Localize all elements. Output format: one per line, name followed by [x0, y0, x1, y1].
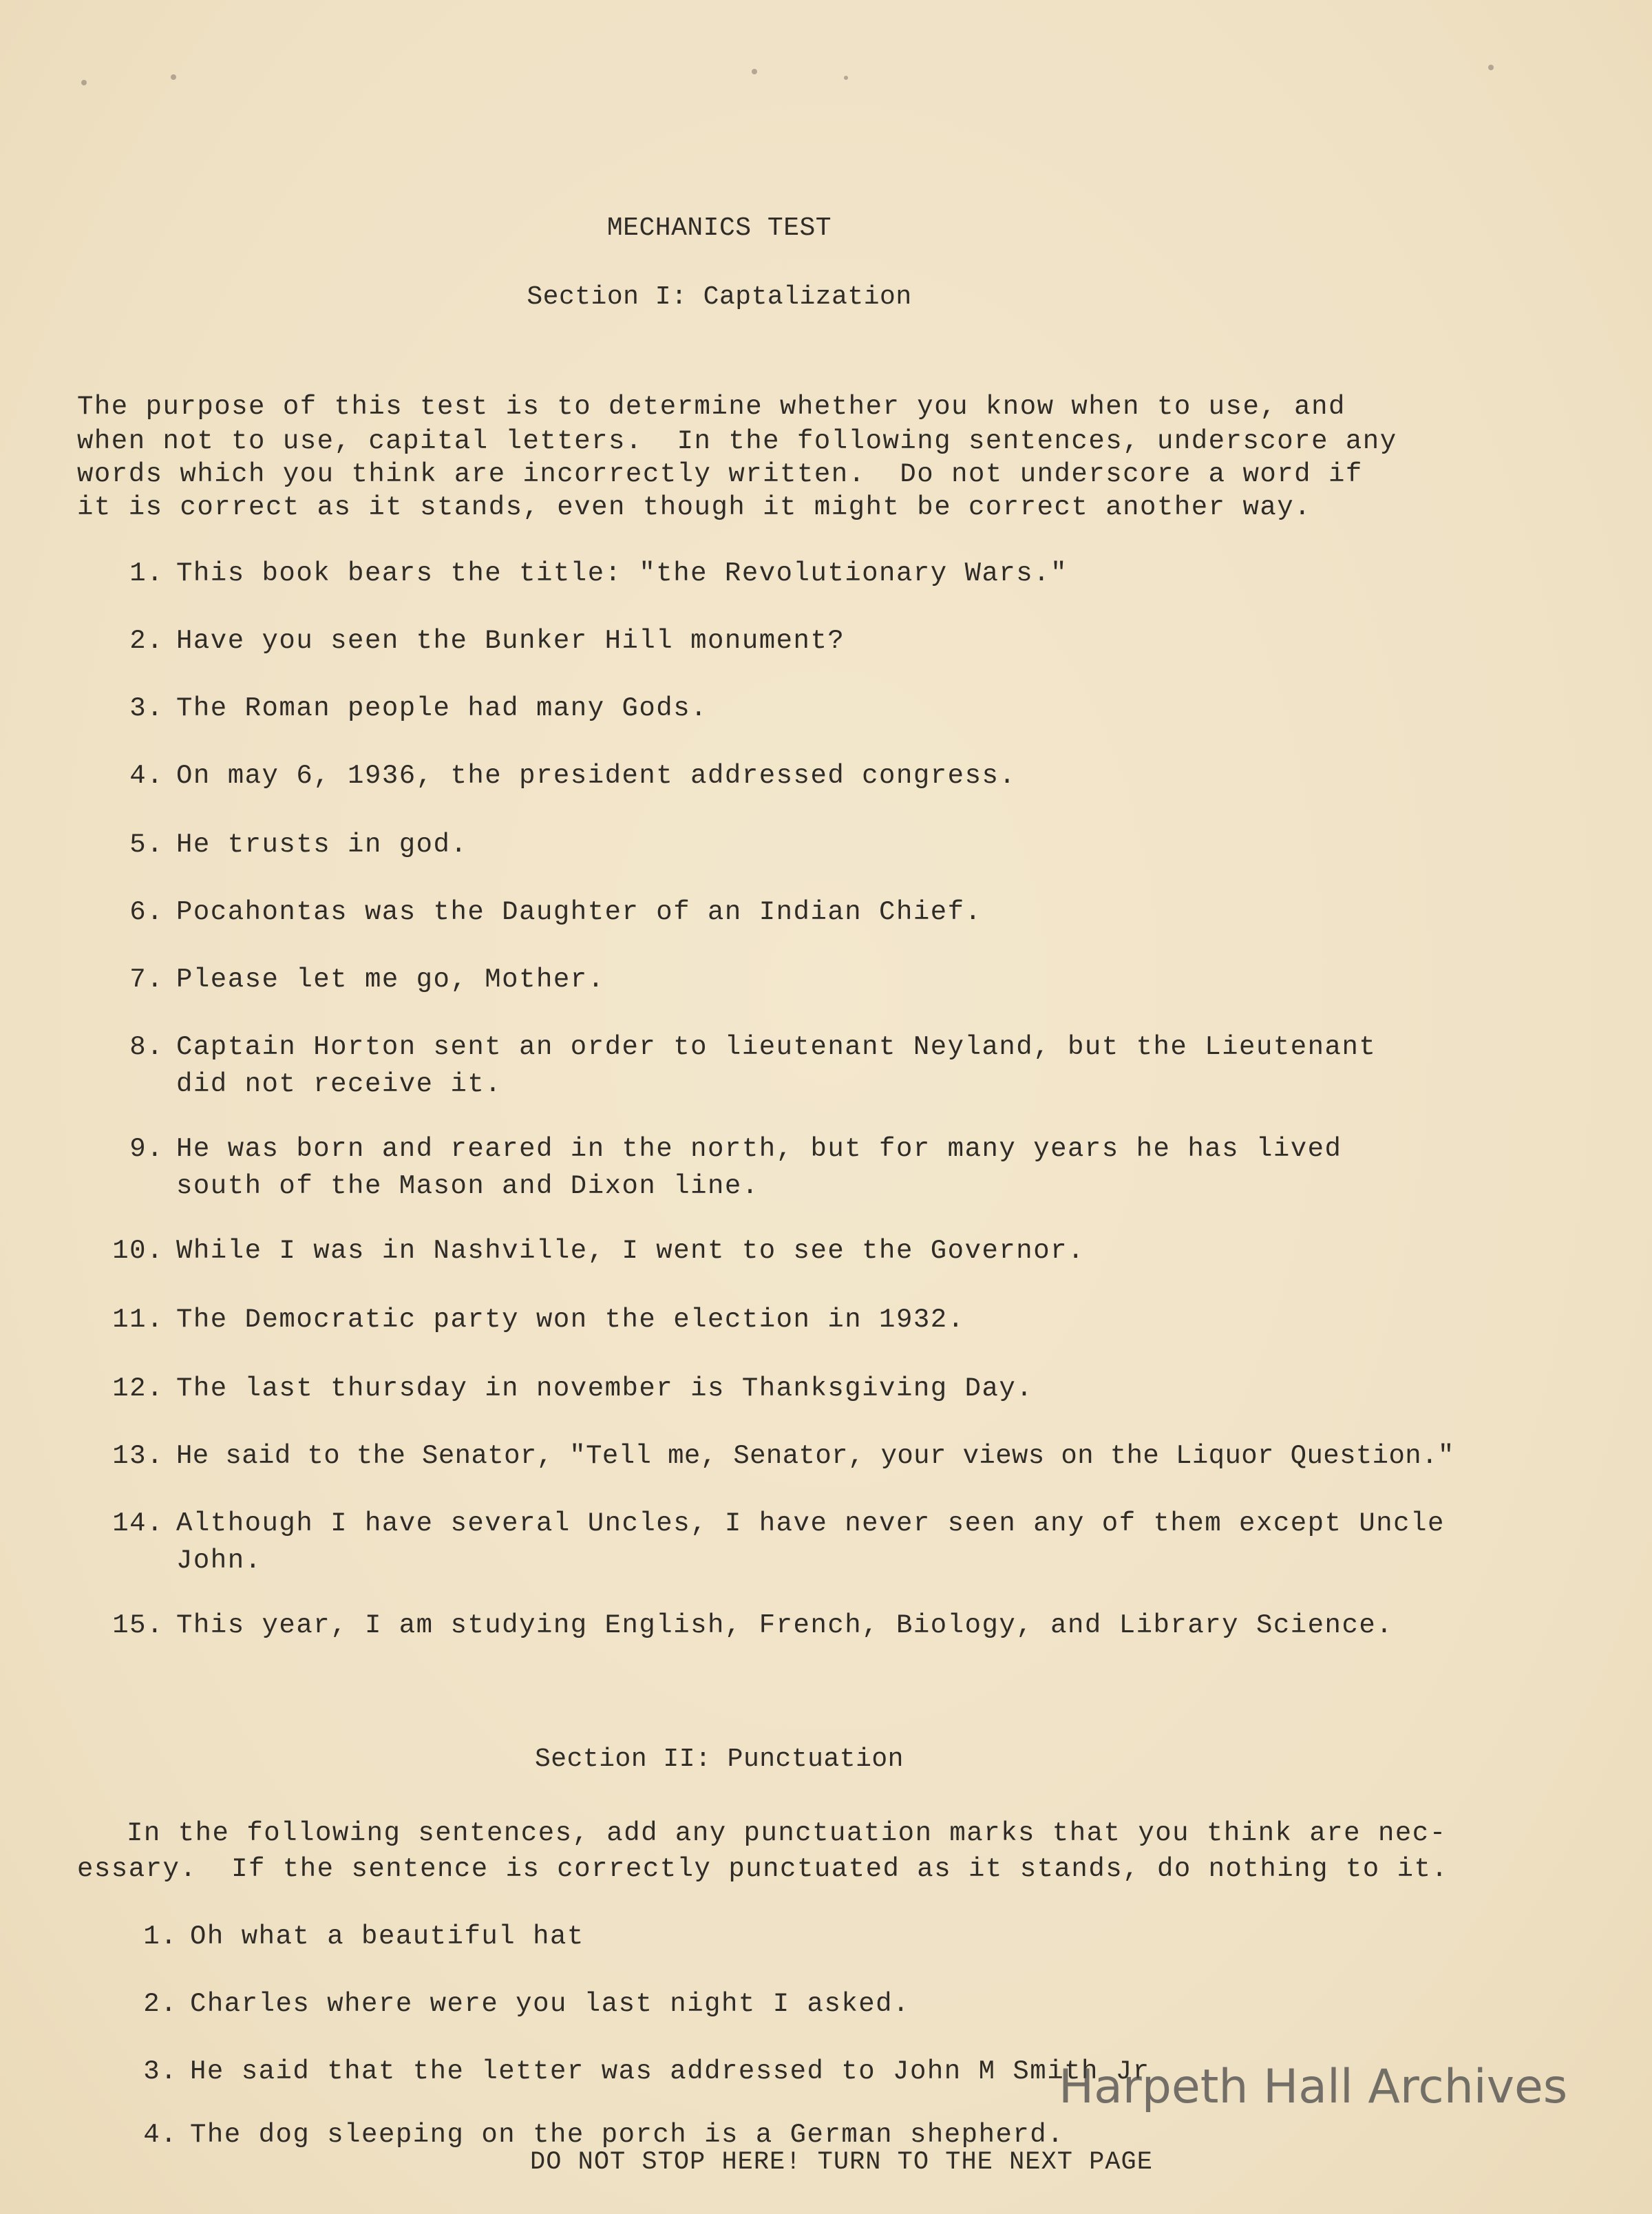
question-text-continuation: south of the Mason and Dixon line.	[176, 1171, 759, 1201]
question-text: While I was in Nashville, I went to see the Governor.	[176, 1236, 1085, 1266]
question-number: 2.	[129, 626, 164, 656]
question-item	[116, 1918, 584, 1955]
question-item	[102, 1437, 1454, 1475]
question-item	[102, 555, 1068, 592]
question-text: He said to the Senator, "Tell me, Senator, your views on the Liquor Question."	[176, 1441, 1454, 1471]
question-number: 14.	[112, 1508, 164, 1539]
question-text: He trusts in god.	[176, 830, 468, 860]
question-item	[102, 1607, 1393, 1644]
question-number: 4.	[143, 2120, 178, 2150]
paper-speck	[752, 69, 757, 74]
question-number: 1.	[143, 1921, 178, 1952]
question-text: The last thursday in november is Thanksgiving Day.	[176, 1373, 1034, 1404]
question-number: 10.	[112, 1236, 164, 1266]
question-text: Oh what a beautiful hat	[190, 1921, 584, 1952]
question-number: 6.	[129, 897, 164, 927]
question-number: 3.	[143, 2056, 178, 2087]
question-text: On may 6, 1936, the president addressed congress.	[176, 761, 1017, 791]
paper-speck	[81, 80, 87, 85]
instruction-line: it is correct as it stands, even though it might be correct another way.	[77, 492, 1312, 523]
paper-speck	[844, 76, 848, 80]
instruction-line: words which you think are incorrectly written. Do not underscore a word if	[77, 459, 1363, 489]
question-item	[102, 757, 1016, 794]
question-number: 11.	[112, 1305, 164, 1335]
instruction-line: In the following sentences, add any punctuation marks that you think are nec-	[127, 1818, 1447, 1848]
question-text: Have you seen the Bunker Hill monument?	[176, 626, 845, 656]
question-item	[116, 2053, 1150, 2090]
question-text: Captain Horton sent an order to lieutenant Neyland, but the Lieutenant	[176, 1032, 1377, 1062]
instruction-line: The purpose of this test is to determine whether you know when to use, and	[77, 392, 1346, 422]
question-item	[116, 1985, 910, 2023]
question-number: 5.	[129, 830, 164, 860]
question-number: 7.	[129, 964, 164, 995]
question-number: 9.	[129, 1134, 164, 1164]
question-text: This book bears the title: "the Revolutionary Wars."	[176, 558, 1068, 589]
question-number: 12.	[112, 1373, 164, 1404]
question-text: The dog sleeping on the porch is a German shepherd.	[190, 2120, 1065, 2150]
question-item	[102, 1505, 1445, 1579]
question-text: He said that the letter was addressed to John M Smith Jr	[190, 2056, 1150, 2087]
section-heading-punctuation: Section II: Punctuation	[535, 1744, 904, 1774]
footer-instruction: DO NOT STOP HERE! TURN TO THE NEXT PAGE	[530, 2148, 1153, 2177]
question-item	[102, 1370, 1033, 1407]
question-item	[102, 1301, 965, 1338]
section-heading-capitalization: Section I: Captalization	[527, 282, 912, 312]
question-text: Charles where were you last night I asked.	[190, 1989, 910, 2019]
question-text: Pocahontas was the Daughter of an Indian Chief.	[176, 897, 982, 927]
page-title: MECHANICS TEST	[606, 213, 832, 243]
question-text: This year, I am studying English, French, Biology, and Library Science.	[176, 1610, 1394, 1641]
question-item	[102, 894, 982, 931]
paper-speck	[171, 74, 176, 80]
question-number: 2.	[143, 1989, 178, 2019]
question-number: 15.	[112, 1610, 164, 1641]
question-number: 3.	[129, 693, 164, 724]
question-item	[102, 1130, 1342, 1205]
question-item	[102, 1029, 1376, 1103]
archive-watermark: Harpeth Hall Archives	[1059, 2060, 1568, 2114]
question-number: 4.	[129, 761, 164, 791]
paper-speck	[1488, 65, 1494, 70]
question-text: The Roman people had many Gods.	[176, 693, 708, 724]
question-item	[102, 622, 845, 660]
instruction-line: essary. If the sentence is correctly punctuated as it stands, do nothing to it.	[77, 1854, 1449, 1884]
question-text: Please let me go, Mother.	[176, 964, 605, 995]
question-item	[102, 961, 605, 998]
question-text: The Democratic party won the election in 1932.	[176, 1305, 965, 1335]
question-number: 8.	[129, 1032, 164, 1062]
question-text-continuation: John.	[176, 1546, 262, 1576]
question-number: 13.	[112, 1441, 164, 1471]
question-text: Although I have several Uncles, I have never seen any of them except Uncle	[176, 1508, 1445, 1539]
instruction-line: when not to use, capital letters. In the following sentences, underscore any	[77, 426, 1397, 456]
question-number: 1.	[129, 558, 164, 589]
question-item	[102, 826, 467, 863]
question-item	[102, 690, 708, 727]
question-text-continuation: did not receive it.	[176, 1069, 502, 1099]
question-item	[102, 1232, 1085, 1269]
question-text: He was born and reared in the north, but for many years he has lived	[176, 1134, 1342, 1164]
